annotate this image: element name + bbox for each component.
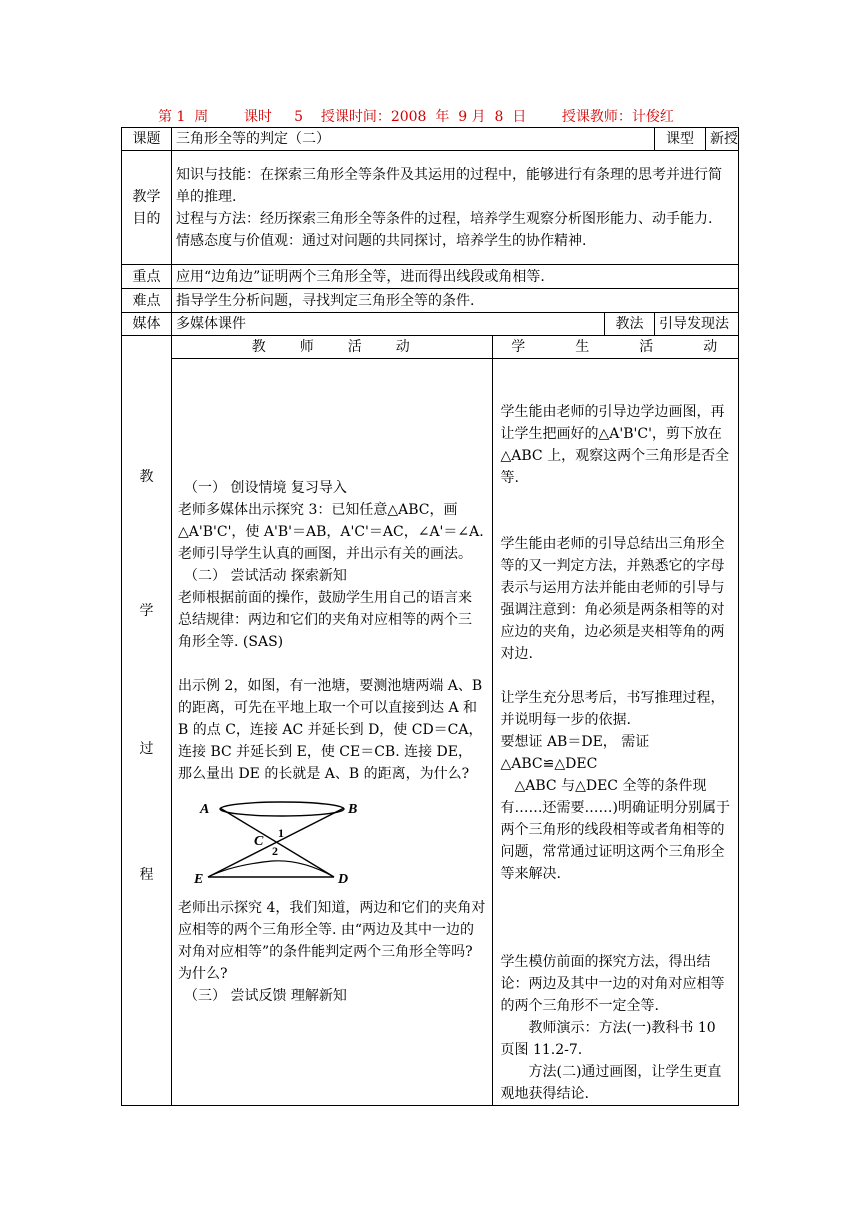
student-summary: 学生能由老师的引导总结出三角形全等的又一判定方法，并熟悉它的字母表示与运用方法并能由老师的引导与强调注意到：角必须是两条相等的对应边的夹角，边必须是夹相等角的两对边.: [500, 536, 725, 662]
teacher-step-3: （三） 尝试反馈 理解新知: [184, 988, 347, 1004]
fig-label-c: C: [254, 834, 264, 849]
student-method-2: 方法(二)通过画图，让学生更直观地获得结论.: [500, 1064, 722, 1102]
media-label: 媒体: [122, 313, 172, 336]
key-value: 应用“边角边”证明两个三角形全等，进而得出线段或角相等.: [172, 265, 739, 289]
student-imitate: 学生模仿前面的探究方法，得出结论：两边及其中一边的对角对应相等的两个三角形不一定全等.: [500, 954, 725, 1014]
process-content: [172, 336, 739, 1106]
goal-content: [172, 151, 739, 265]
fig-angle-2: 2: [272, 844, 278, 858]
key-label: 重点: [122, 265, 172, 289]
goal-label-line2: 目的: [132, 210, 161, 227]
fig-label-a: A: [200, 802, 210, 817]
teacher-step-2: （二） 尝试活动 探索新知: [184, 568, 347, 584]
student-activity: [492, 359, 738, 1106]
teacher-example-2: 出示例 2，如图，有一池塘，要测池塘两端 A、B 的距离，可先在平地上取一个可以直接到达 A 和 B 的点 C，连接 AC 并延长到 D，使 CD＝CA，连接 BC 并延长到 E，使 CE＝CB. 连接 DE，那么量出 DE 的长就是 A、B 的距离，为什么?: [178, 678, 483, 782]
teacher-activity: [172, 359, 492, 1106]
difficulty-label: 难点: [122, 289, 172, 313]
process-label: [122, 336, 172, 1106]
difficulty-value: 指导学生分析问题，寻找判定三角形全等的条件.: [172, 289, 739, 313]
fig-label-e: E: [194, 872, 204, 887]
lesson-plan-table: [121, 127, 739, 1106]
goal-process: 过程与方法：经历探索三角形全等条件的过程，培养学生观察分析图形能力、动手能力.: [176, 210, 713, 227]
topic-value: 三角形全等的判定（二）: [172, 128, 655, 151]
student-reason: 让学生充分思考后，书写推理过程，并说明每一步的依据.: [500, 690, 725, 728]
student-method-1: 教师演示：方法(一)教科书 10 页图 11.2-7.: [500, 1020, 716, 1058]
type-value: 新授: [710, 131, 738, 147]
goal-attitude: 情感态度与价值观：通过对问题的共同探讨，培养学生的协作精神.: [176, 232, 587, 249]
teacher-activity-header: 教 师 活 动: [172, 336, 492, 359]
media-value: 多媒体课件: [172, 313, 605, 336]
process-char-2: 学: [139, 603, 154, 619]
teacher-inquiry-4: 老师出示探究 4，我们知道，两边和它们的夹角对应相等的两个三角形全等. 由“两边及其中一边的对角对应相等”的条件能判定两个三角形全等吗? 为什么?: [178, 900, 486, 982]
goal-label: [122, 151, 172, 265]
student-draw: 学生能由老师的引导边学边画图，再让学生把画好的△A'B'C'，剪下放在△ABC 上，观察这两个三角形是否全等.: [500, 404, 730, 486]
process-char-4: 程: [139, 867, 154, 883]
teacher-inquiry-3: 老师多媒体出示探究 3：已知任意△ABC，画△A'B'C'，使 A'B'＝AB，A'C'＝AC，∠A'＝∠A.: [178, 502, 484, 540]
topic-label: 课题: [122, 128, 172, 151]
fig-label-d: D: [338, 872, 349, 887]
process-char-3: 过: [139, 741, 154, 757]
teacher-step-1: （一） 创设情境 复习导入: [184, 480, 347, 496]
method-label: 教法: [605, 313, 655, 336]
teacher-guide-drawing: 老师引导学生认真的画图，并出示有关的画法。: [178, 546, 472, 562]
type-cell: [655, 128, 739, 151]
student-proof-goal: 要想证 AB＝DE， 需证△ABC≌△DEC: [500, 734, 650, 772]
teacher-summary: 老师根据前面的操作，鼓励学生用自己的语言来总结规律：两边和它们的夹角对应相等的两个三角形全等. (SAS): [178, 590, 472, 650]
type-label: 课型: [655, 128, 706, 150]
goal-knowledge: 知识与技能：在探索三角形全等条件及其运用的过程中，能够进行有条理的思考并进行简单的推理.: [176, 166, 722, 205]
lesson-header: 第 1 周 课时 5 授课时间：2008 年 9 月 8 日 授课教师：计俊红: [158, 109, 674, 125]
goal-label-line1: 教学: [132, 188, 161, 205]
student-proof-conditions: △ABC 与△DEC 全等的条件现有……还需要……)明确证明分别属于两个三角形的线段相等或者角相等的问题，常常通过证明这两个三角形全等来解决.: [500, 778, 730, 882]
pond-figure: [192, 795, 362, 887]
process-char-1: 教: [139, 469, 154, 485]
student-activity-header: 学 生 活 动: [492, 336, 738, 359]
method-value: 引导发现法: [655, 313, 739, 336]
fig-label-b: B: [348, 802, 358, 817]
fig-angle-1: 1: [278, 826, 284, 840]
